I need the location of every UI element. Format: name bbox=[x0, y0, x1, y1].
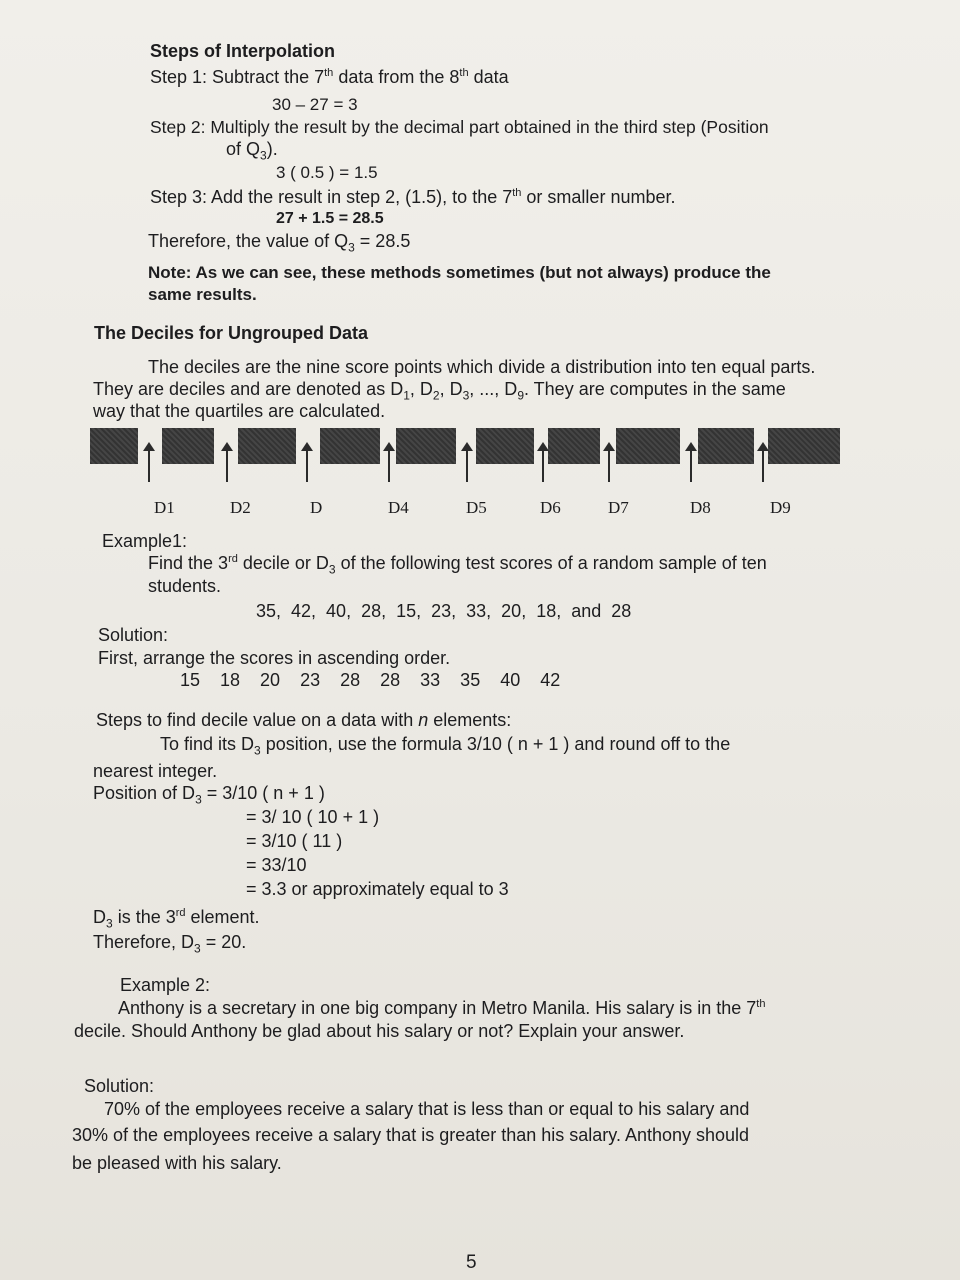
q3-result: Therefore, the value of $Q_3 = 28.5$ bbox=[148, 231, 411, 255]
up-arrow-icon bbox=[460, 442, 474, 482]
steps-title: Steps to find decile value on a data with n elements: bbox=[96, 710, 512, 730]
steps-line1: To find its $D_3$ position, use the formula 3/10 ( n + 1 ) and round off to the bbox=[160, 734, 731, 758]
deciles-para-line2: They are deciles and are denoted as $D_1$, $D_2$, $D_3$, ..., $D_9$. They are computes in the same bbox=[93, 379, 786, 403]
solution2-line2: 30% of the employees receive a salary that is greater than his salary. Anthony should bbox=[72, 1125, 750, 1145]
deciles-para-line3: way that the quartiles are calculated. bbox=[93, 401, 386, 421]
up-arrow-icon bbox=[300, 442, 314, 482]
note-line2: same results. bbox=[148, 285, 257, 304]
example1-title: Example1: bbox=[102, 531, 188, 551]
note-line1: Note: As we can see, these methods sometimes (but not always) produce the bbox=[148, 263, 771, 282]
interpolation-title: Steps of Interpolation bbox=[150, 41, 336, 61]
calc-step: = 3/10 ( 11 ) bbox=[246, 831, 343, 851]
example2-line1: Anthony is a secretary in one big company in Metro Manila. His salary is in the 7th bbox=[118, 998, 766, 1018]
deciles-para-line1: The deciles are the nine score points which divide a distribution into ten equal parts. bbox=[148, 357, 816, 377]
example2-line2: decile. Should Anthony be glad about his salary or not? Explain your answer. bbox=[74, 1021, 685, 1041]
deciles-heading: The Deciles for Ungrouped Data bbox=[94, 323, 369, 343]
decile-label: D4 bbox=[388, 498, 409, 517]
calc-step: = 33/10 bbox=[246, 855, 307, 875]
example1-prompt-line1: Find the 3rd decile or $D_3$ of the following test scores of a random sample of ten bbox=[148, 553, 767, 577]
decile-label: D7 bbox=[608, 498, 629, 517]
segment-bar bbox=[90, 428, 138, 464]
segment-bar bbox=[616, 428, 680, 464]
decile-label: D bbox=[310, 498, 323, 517]
step2-line2: of $Q_3$). bbox=[226, 139, 278, 163]
segment-bar bbox=[162, 428, 214, 464]
up-arrow-icon bbox=[684, 442, 698, 482]
up-arrow-icon bbox=[602, 442, 616, 482]
step3-text: Step 3: Add the result in step 2, (1.5), to the 7th or smaller number. bbox=[150, 187, 676, 207]
decile-diagram bbox=[90, 428, 840, 528]
decile-label: D5 bbox=[466, 498, 487, 517]
decile-label: D6 bbox=[540, 498, 561, 517]
decile-label: D1 bbox=[154, 498, 175, 517]
up-arrow-icon bbox=[536, 442, 550, 482]
decile-label: D2 bbox=[230, 498, 251, 517]
example1-prompt-line2: students. bbox=[148, 576, 222, 596]
segment-bar bbox=[476, 428, 534, 464]
element-line: $D_3$ is the 3rd element. bbox=[93, 907, 260, 931]
decile-label: D9 bbox=[770, 498, 791, 517]
solution2-label: Solution: bbox=[84, 1076, 155, 1096]
steps-line2: nearest integer. bbox=[93, 761, 218, 781]
up-arrow-icon bbox=[142, 442, 156, 482]
solution2-line3: be pleased with his salary. bbox=[72, 1153, 282, 1173]
up-arrow-icon bbox=[756, 442, 770, 482]
step2-line1: Step 2: Multiply the result by the decimal part obtained in the third step (Position bbox=[150, 117, 769, 137]
segment-bar bbox=[548, 428, 600, 464]
segment-bar bbox=[768, 428, 840, 464]
solution2-line1: 70% of the employees receive a salary that is less than or equal to his salary and bbox=[104, 1099, 750, 1119]
segment-bar bbox=[396, 428, 456, 464]
arrange-text: First, arrange the scores in ascending order. bbox=[98, 648, 451, 668]
sorted-scores: 15 18 20 23 28 28 33 35 40 42 bbox=[180, 670, 561, 690]
solution1-label: Solution: bbox=[98, 625, 169, 645]
scores-list: 35, 42, 40, 28, 15, 23, 33, 20, 18, and 28 bbox=[256, 601, 632, 621]
position-formula: Position of $D_3 = 3/10$ ( n + 1 ) bbox=[93, 783, 325, 807]
d3-result: Therefore, $D_3 = 20$. bbox=[93, 932, 247, 956]
page-number: 5 bbox=[466, 1252, 477, 1273]
segment-bar bbox=[238, 428, 296, 464]
up-arrow-icon bbox=[220, 442, 234, 482]
calc-step: = 3/ 10 ( 10 + 1 ) bbox=[246, 807, 380, 827]
up-arrow-icon bbox=[382, 442, 396, 482]
segment-bar bbox=[698, 428, 754, 464]
decile-label: D8 bbox=[690, 498, 711, 517]
step1-text: Step 1: Subtract the 7th data from the 8th data bbox=[150, 67, 509, 87]
calc-step: = 3.3 or approximately equal to 3 bbox=[246, 879, 509, 899]
example2-title: Example 2: bbox=[120, 975, 211, 995]
step1-calc: 30 – 27 = 3 bbox=[272, 95, 358, 114]
step2-calc: 3 ( 0.5 ) = 1.5 bbox=[276, 163, 378, 182]
segment-bar bbox=[320, 428, 380, 464]
step3-calc: 27 + 1.5 = 28.5 bbox=[276, 210, 384, 227]
